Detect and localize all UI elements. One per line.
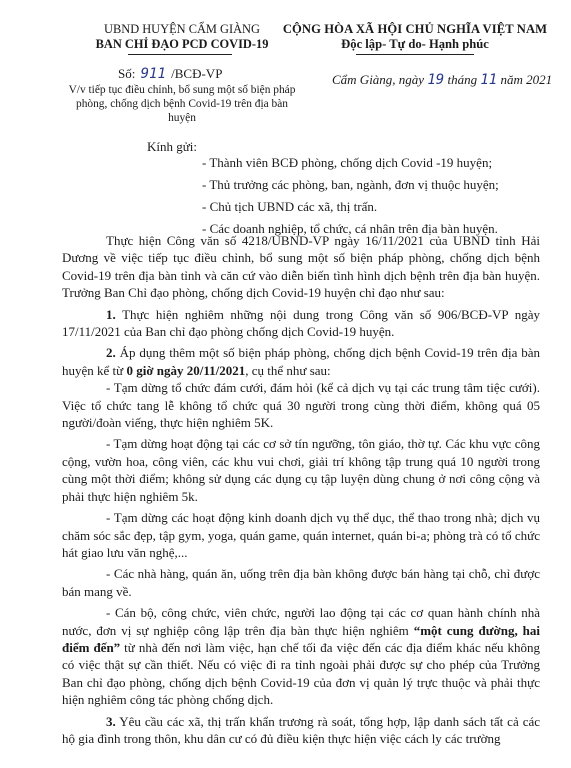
measure-restaurants: - Các nhà hàng, quán ăn, uống trên địa bàn không được bán hàng tại chỗ, chỉ được bán mang về. (62, 566, 540, 599)
number-prefix: Số: (118, 66, 136, 81)
item-2-text-a: Áp dụng thêm một số biện pháp phòng, chống dịch bệnh Covid-19 trên địa bàn huyện kể từ (62, 345, 540, 378)
date-month: 11 (480, 72, 498, 88)
measure-weddings: - Tạm dừng tổ chức đám cưới, đám hỏi (kể cả dịch vụ tại các trung tâm tiệc cưới). Việc tổ chức tang lễ không tổ chức quá 30 người trong cùng thời điểm, không quá 05 người/đoàn viếng, thực hiện nghiêm 5K. (62, 380, 540, 431)
document-body (62, 232, 540, 747)
number-suffix: /BCĐ-VP (171, 66, 223, 81)
officials-slogan: “một cung đường, hai điểm đến” (62, 622, 540, 655)
document-date (332, 72, 552, 88)
date-prefix: Cẩm Giàng, ngày (332, 72, 425, 87)
org-line-2: BAN CHỈ ĐẠO PCD COVID-19 (95, 37, 269, 51)
item-3-number: 3. (106, 713, 116, 729)
document-number (118, 66, 222, 82)
recipient-item: - Các doanh nghiệp, tổ chức, cá nhân trên địa bàn huyện. (202, 221, 498, 236)
item-1-number: 1. (106, 306, 116, 322)
issuing-organization (62, 22, 302, 52)
national-motto: Độc lập- Tự do- Hạnh phúc (341, 37, 489, 51)
recipient-list (202, 152, 552, 240)
item-3 (62, 713, 540, 748)
date-mid: tháng (447, 72, 478, 87)
nation-title: CỘNG HÒA XÃ HỘI CHỦ NGHĨA VIỆT NAM (282, 22, 548, 36)
number-handwritten: 911 (140, 66, 166, 82)
org-line-1: UBND HUYỆN CẨM GIÀNG (104, 22, 260, 36)
date-day: 19 (427, 72, 445, 88)
item-2-effective-time: 0 giờ ngày 20/11/2021 (126, 362, 246, 378)
officials-text-b: từ nhà đến nơi làm việc, hạn chế tối đa việc đến các địa điểm khác nếu không có việc thật sự cần thiết. Nếu có việc đi ra tỉnh ngoài phải được sự cho phép của Trưởng Ban chỉ đạo phòng, chống dịch bệnh Covid-19 của đơn vị quản lý trực thuộc và phải thực hiện nghiêm công tác phòng chống dịch. (62, 639, 540, 708)
recipient-item: - Thủ trưởng các phòng, ban, ngành, đơn vị thuộc huyện; (202, 177, 499, 192)
intro-paragraph: Thực hiện Công văn số 4218/UBND-VP ngày 16/11/2021 của UBND tỉnh Hải Dương về việc tiếp tục điều chỉnh, bổ sung một số biện pháp phòng, chống dịch bệnh Covid-19 trên địa bàn tỉnh và căn cứ vào diễn biến tình hình dịch bệnh trên địa bàn huyện. Trưởng Ban Chỉ đạo phòng, chống dịch Covid-19 huyện chỉ đạo như sau: (62, 233, 540, 301)
item-3-text: Yêu cầu các xã, thị trấn khẩn trương rà soát, tổng hợp, lập danh sách tất cả các hộ gia đình trong thôn, khu dân cư có đủ điều kiện thực hiện việc cách ly các trường (62, 713, 540, 746)
officials-text-a: - Cán bộ, công chức, viên chức, người lao động tại các cơ quan hành chính nhà nước, đơn vị sự nghiệp công lập trên địa bàn thực hiện nghiêm (62, 605, 540, 638)
item-1 (62, 306, 540, 341)
item-2-number: 2. (106, 345, 116, 361)
document-subject: V/v tiếp tục điều chỉnh, bổ sung một số biện pháp phòng, chống dịch bệnh Covid-19 trên địa bàn huyện (68, 84, 296, 124)
national-heading (280, 22, 550, 52)
measure-officials (62, 604, 540, 708)
recipient-item: - Thành viên BCĐ phòng, chống dịch Covid -19 huyện; (202, 155, 493, 170)
date-suffix: năm 2021 (500, 72, 553, 87)
item-2-text-b: , cụ thể như sau: (245, 362, 331, 378)
measure-services: - Tạm dừng các hoạt động kinh doanh dịch vụ thể dục, thể thao trong nhà; dịch vụ chăm sóc sắc đẹp, tập gym, yoga, quán game, quán internet, quán bi-a; phòng trà có tổ chức hát giao lưu văn nghệ,... (62, 510, 540, 560)
item-1-text: Thực hiện nghiêm những nội dung trong Công văn số 906/BCĐ-VP ngày 17/11/2021 của Ban chỉ đạo phòng chống dịch Covid-19 huyện. (62, 306, 540, 340)
org-underline (128, 54, 232, 55)
greeting: Kính gửi: (147, 139, 198, 154)
recipient-item: - Chủ tịch UBND các xã, thị trấn. (202, 199, 378, 214)
measure-religious: - Tạm dừng hoạt động tại các cơ sở tín ngưỡng, tôn giáo, thờ tự. Các khu vực công cộng, vườn hoa, công viên, các khu vui chơi, giải trí không tập trung quá 10 người trong cùng một thời điểm; không sử dụng các dụng cụ tập luyện dùng chung ở nơi công cộng và phải thực hiện nghiêm 5k. (62, 436, 540, 504)
item-2 (62, 344, 540, 379)
motto-underline (356, 54, 474, 55)
